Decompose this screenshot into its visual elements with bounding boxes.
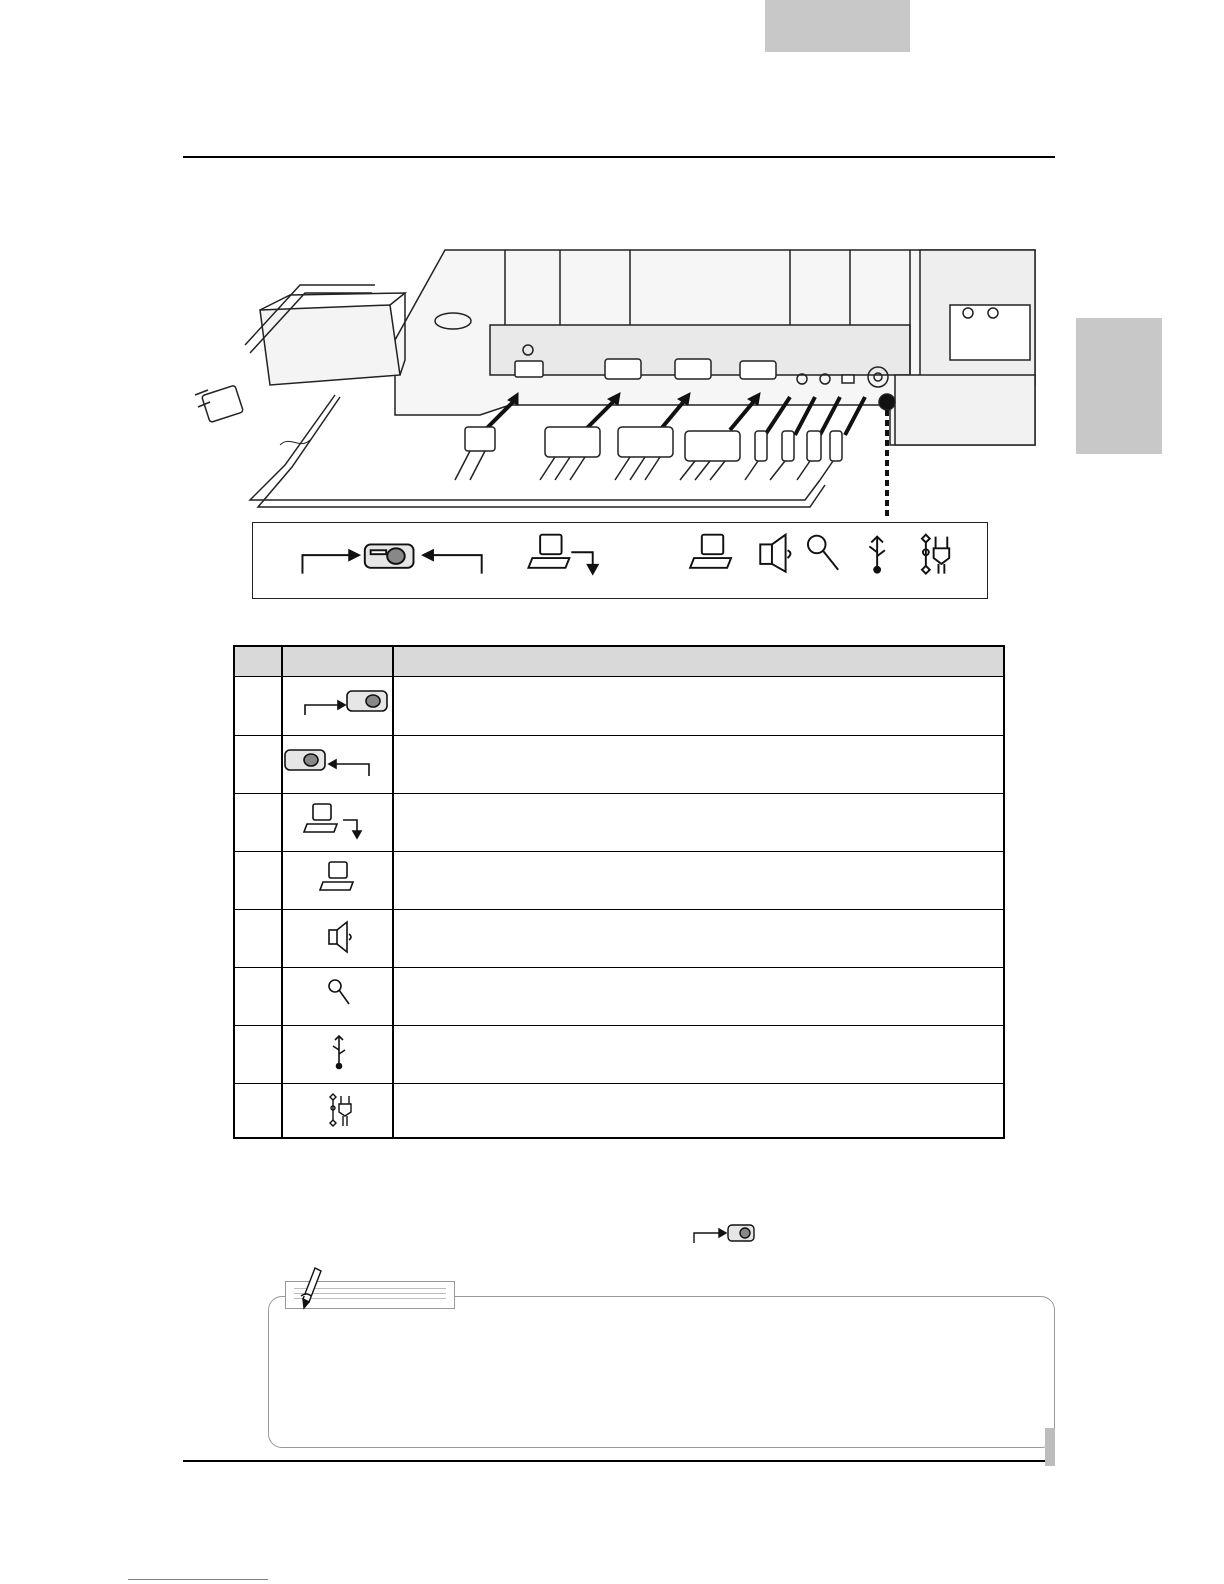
projector-icon <box>365 544 414 567</box>
table-header <box>235 647 1003 677</box>
projector-output-icon <box>690 1221 756 1245</box>
speaker-icon <box>760 535 790 572</box>
dc-power-icon <box>283 1084 393 1142</box>
computer-icon <box>690 535 731 568</box>
table-row <box>235 967 1003 1025</box>
computer-input-icon <box>283 794 393 852</box>
computer-input-icon <box>528 535 597 574</box>
connector-icon-strip <box>252 522 988 599</box>
table-row <box>235 1025 1003 1083</box>
footer-rule <box>183 1460 1055 1462</box>
note-box <box>268 1296 1055 1448</box>
projector-input-icon <box>283 736 393 794</box>
projector-output-icon <box>283 677 393 735</box>
pencil-icon <box>297 1266 327 1310</box>
table-row <box>235 1083 1003 1141</box>
computer-icon <box>283 852 393 910</box>
page-corner-mark <box>1045 1428 1055 1466</box>
dc-power-icon <box>922 535 949 574</box>
chapter-tab-top <box>765 0 910 52</box>
table-row <box>235 851 1003 909</box>
table-row <box>235 735 1003 793</box>
header-rule <box>183 156 1055 158</box>
table-row <box>235 909 1003 967</box>
table-row <box>235 677 1003 735</box>
table-row <box>235 793 1003 851</box>
projector-output-icon <box>302 550 358 573</box>
rear-panel-illustration <box>190 245 1040 517</box>
connector-table <box>233 645 1005 1139</box>
microphone-icon <box>808 536 838 570</box>
chapter-tab-side <box>1076 318 1162 454</box>
projector-input-icon <box>423 550 481 573</box>
speaker-icon <box>283 910 393 968</box>
usb-icon <box>869 537 885 573</box>
microphone-icon <box>283 968 393 1026</box>
footer-underline <box>128 1579 268 1580</box>
usb-icon <box>283 1026 393 1084</box>
